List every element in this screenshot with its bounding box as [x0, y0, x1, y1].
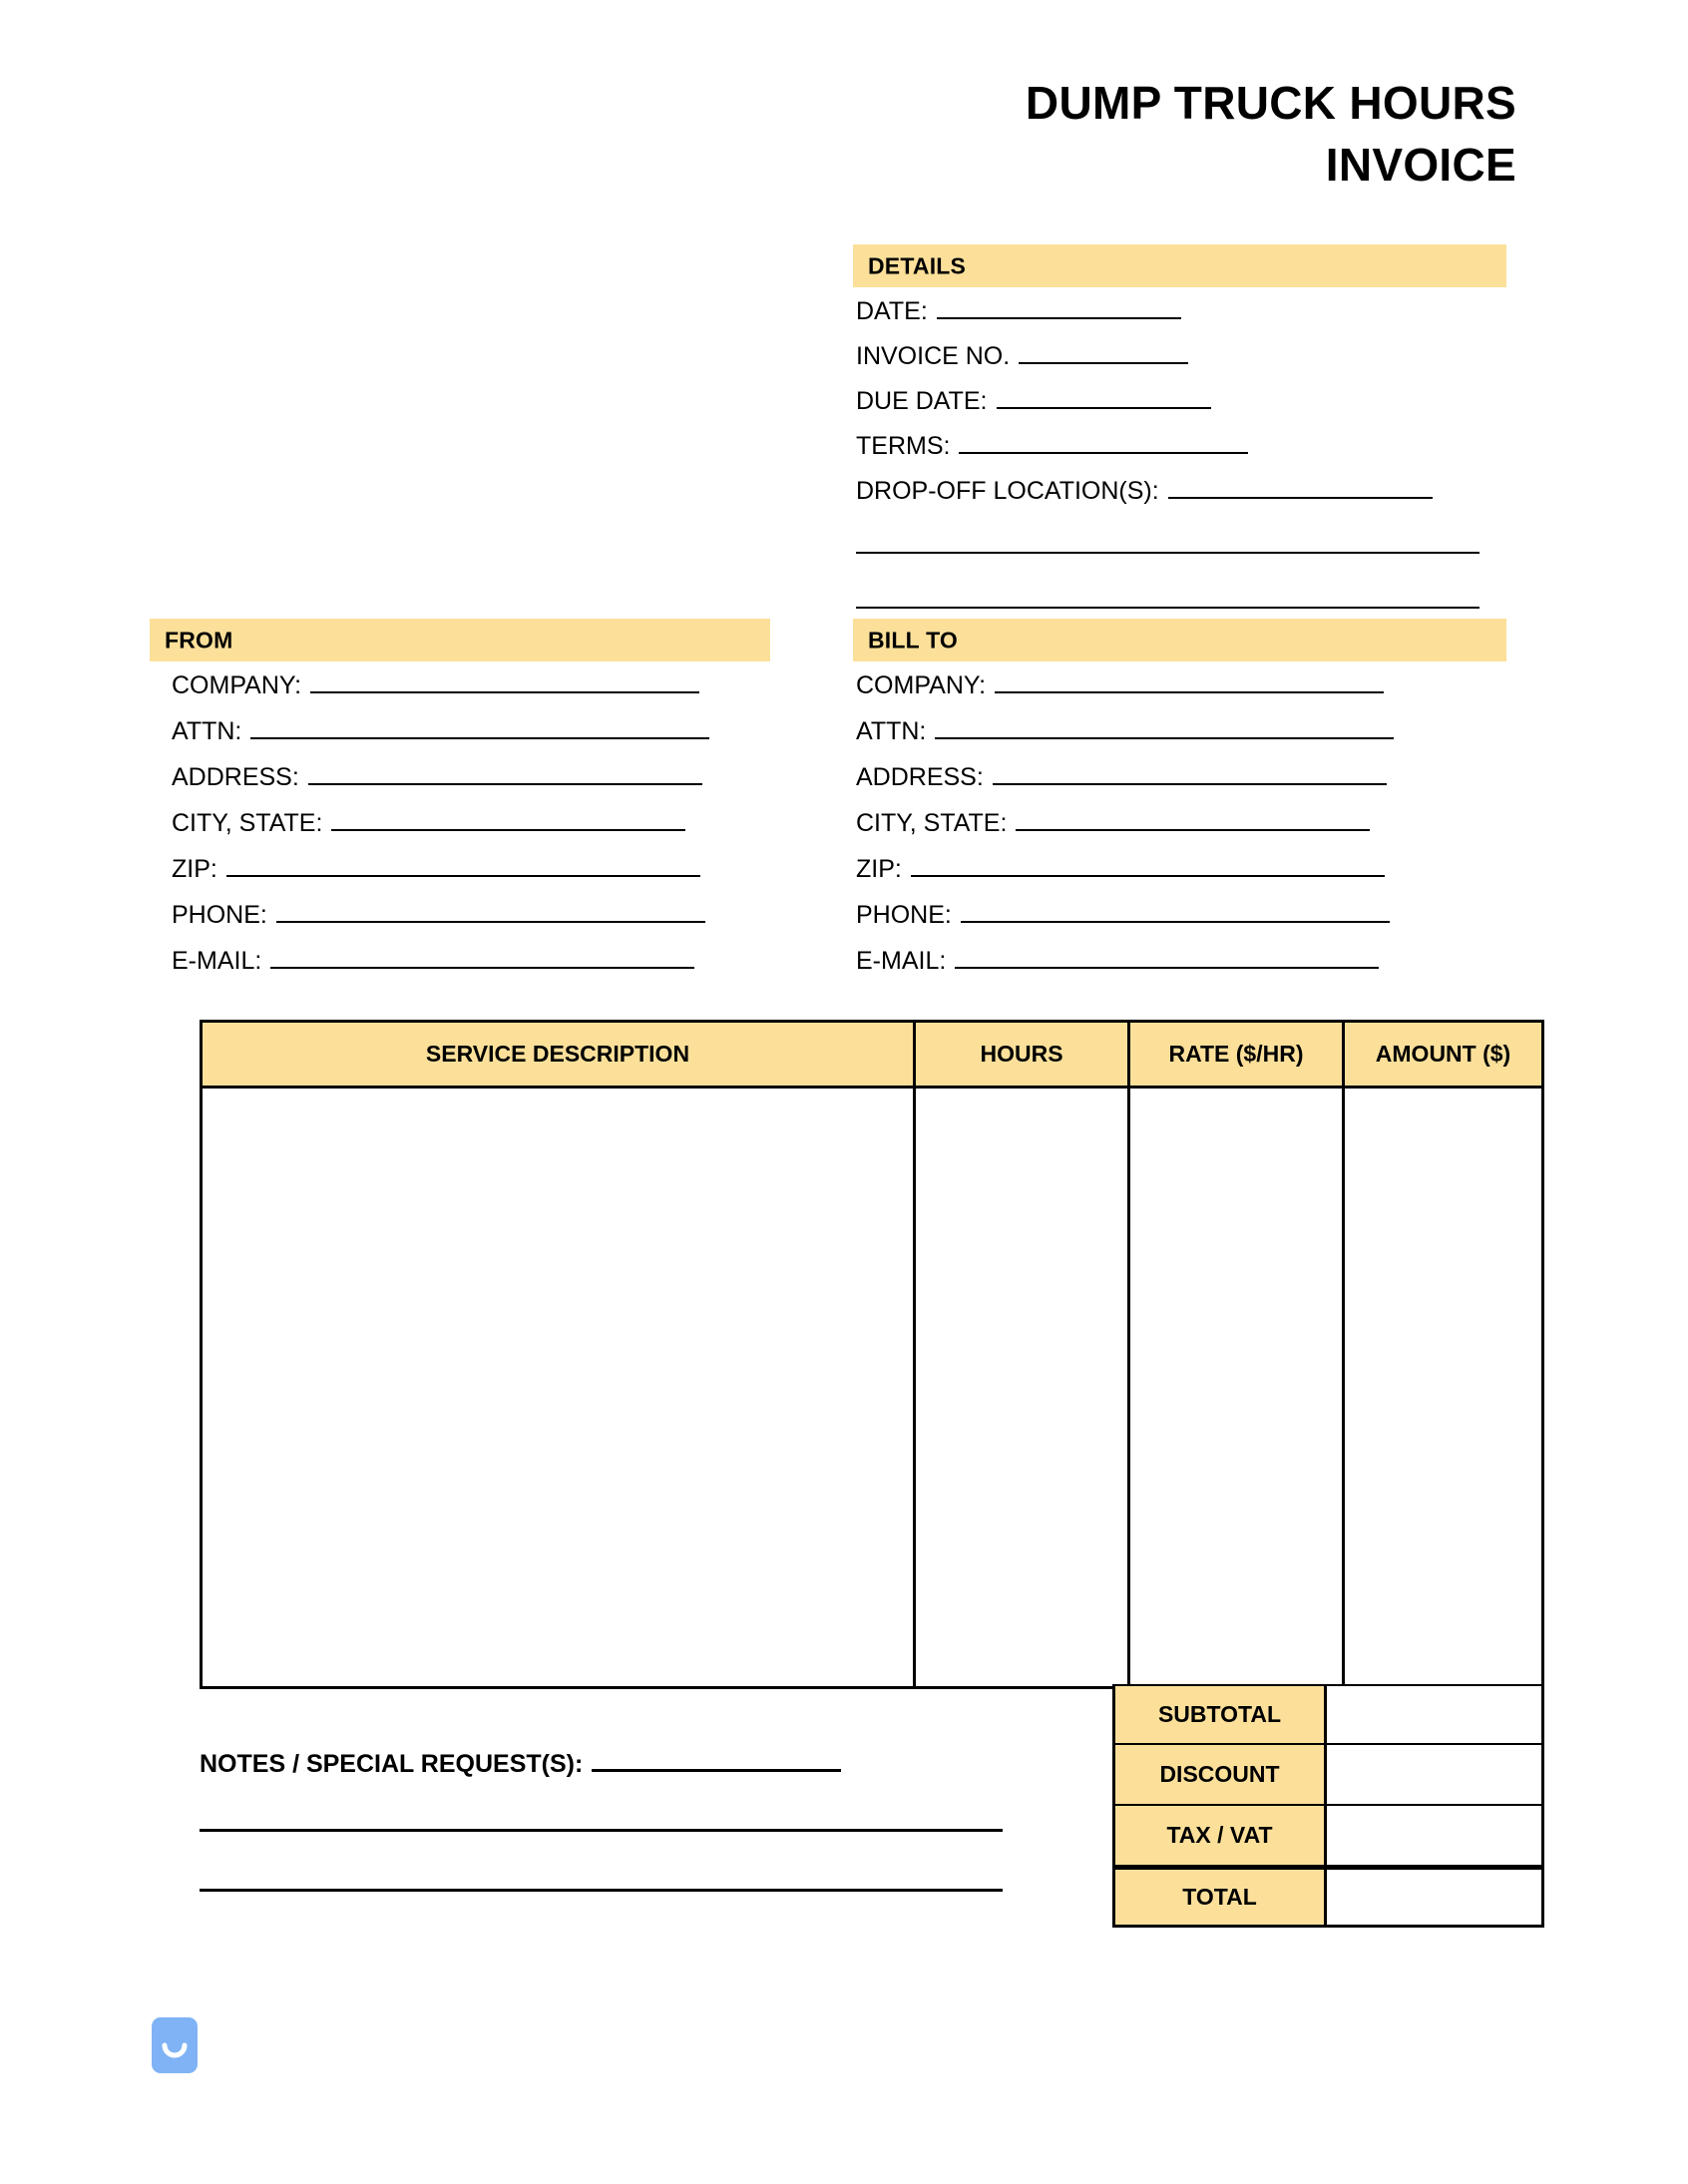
bill-to-field-company-label: COMPANY: [856, 671, 987, 699]
totals-label-discount: DISCOUNT [1112, 1745, 1327, 1806]
details-field-terms-label: TERMS: [856, 432, 951, 460]
details-field-dropoff[interactable] [856, 476, 1433, 505]
totals-label-total: TOTAL [1112, 1867, 1327, 1928]
service-table-col-rate: RATE ($/HR) [1130, 1023, 1345, 1086]
from-field-phone-label: PHONE: [172, 901, 267, 929]
service-table-col-amount: AMOUNT ($) [1375, 1041, 1511, 1067]
bill-to-field-zip-input[interactable] [911, 854, 1385, 877]
details-section-header [853, 244, 1506, 287]
details-field-invoice-no-input[interactable] [1019, 341, 1188, 364]
service-table-cell-rate[interactable] [1130, 1089, 1345, 1686]
details-field-due-date[interactable] [856, 386, 1211, 415]
from-field-company-label: COMPANY: [172, 671, 302, 699]
details-field-date-input[interactable] [937, 296, 1181, 319]
service-table-col-description: SERVICE DESCRIPTION [203, 1023, 916, 1086]
totals-value-total[interactable] [1327, 1867, 1544, 1928]
details-field-dropoff-input[interactable] [1168, 476, 1433, 499]
details-dropoff-continuation-line-2[interactable] [856, 607, 1479, 609]
service-table-cell-amount[interactable] [1345, 1089, 1541, 1686]
from-field-company[interactable] [172, 670, 699, 699]
totals-value-discount[interactable] [1327, 1745, 1544, 1806]
details-field-terms-input[interactable] [959, 431, 1248, 454]
service-table-body [203, 1089, 1541, 1686]
from-field-email[interactable] [172, 946, 694, 975]
totals-block [1112, 1684, 1544, 1928]
smile-logo-icon [152, 2017, 198, 2073]
bill-to-field-phone-input[interactable] [961, 900, 1390, 923]
bill-to-field-email-label: E-MAIL: [856, 947, 947, 975]
details-field-terms[interactable] [856, 431, 1248, 460]
from-field-zip[interactable] [172, 854, 700, 883]
notes-input[interactable] [592, 1748, 841, 1772]
service-table-cell-hours[interactable] [916, 1089, 1130, 1686]
totals-value-tax-vat[interactable] [1327, 1806, 1544, 1867]
totals-label-tax-vat: TAX / VAT [1112, 1806, 1327, 1867]
from-field-zip-input[interactable] [226, 854, 700, 877]
service-table-col-hours: HOURS [916, 1023, 1130, 1086]
from-field-email-input[interactable] [270, 946, 694, 969]
notes-continuation-line-1[interactable] [200, 1829, 1003, 1832]
notes-label: NOTES / SPECIAL REQUEST(S): [200, 1750, 584, 1778]
from-field-city-state-input[interactable] [331, 808, 685, 831]
bill-to-field-phone-label: PHONE: [856, 901, 952, 929]
totals-label-subtotal: SUBTOTAL [1112, 1684, 1327, 1745]
bill-to-field-address-input[interactable] [993, 762, 1387, 785]
bill-to-field-city-state-input[interactable] [1016, 808, 1370, 831]
notes-continuation-line-2[interactable] [200, 1889, 1003, 1892]
from-field-attn-input[interactable] [250, 716, 709, 739]
bill-to-field-city-state[interactable] [856, 808, 1370, 837]
from-field-email-label: E-MAIL: [172, 947, 262, 975]
from-field-address-input[interactable] [308, 762, 702, 785]
bill-to-field-city-state-label: CITY, STATE: [856, 809, 1008, 837]
details-field-due-date-input[interactable] [997, 386, 1211, 409]
service-table [200, 1020, 1544, 1689]
bill-to-field-attn[interactable] [856, 716, 1394, 745]
from-field-phone[interactable] [172, 900, 705, 929]
details-field-invoice-no-label: INVOICE NO. [856, 342, 1011, 370]
totals-row-subtotal [1112, 1684, 1544, 1745]
bill-to-field-email[interactable] [856, 946, 1379, 975]
from-section-header [150, 619, 770, 661]
from-field-address[interactable] [172, 762, 702, 791]
page-title [698, 72, 1516, 196]
totals-row-total [1112, 1867, 1544, 1928]
bill-to-field-address-label: ADDRESS: [856, 763, 984, 791]
bill-to-field-attn-label: ATTN: [856, 717, 927, 745]
details-dropoff-continuation-line-1[interactable] [856, 552, 1479, 554]
bill-to-heading: BILL TO [868, 627, 958, 653]
from-field-phone-input[interactable] [276, 900, 705, 923]
from-field-city-state[interactable] [172, 808, 685, 837]
details-field-dropoff-label: DROP-OFF LOCATION(S): [856, 477, 1159, 505]
totals-value-subtotal[interactable] [1327, 1684, 1544, 1745]
title-line-1: DUMP TRUCK HOURS [1025, 77, 1516, 129]
service-table-cell-description[interactable] [203, 1089, 916, 1686]
details-field-date-label: DATE: [856, 297, 928, 325]
bill-to-field-company-input[interactable] [995, 670, 1384, 693]
from-field-city-state-label: CITY, STATE: [172, 809, 323, 837]
from-field-address-label: ADDRESS: [172, 763, 299, 791]
notes-field[interactable] [200, 1748, 841, 1779]
bill-to-field-email-input[interactable] [955, 946, 1379, 969]
totals-row-tax-vat [1112, 1806, 1544, 1867]
from-field-zip-label: ZIP: [172, 855, 217, 883]
from-field-company-input[interactable] [310, 670, 699, 693]
bill-to-field-attn-input[interactable] [935, 716, 1394, 739]
from-field-attn[interactable] [172, 716, 709, 745]
bill-to-field-phone[interactable] [856, 900, 1390, 929]
title-line-2: INVOICE [1325, 139, 1516, 191]
bill-to-field-zip[interactable] [856, 854, 1385, 883]
service-table-header-row [203, 1023, 1541, 1089]
from-heading: FROM [165, 627, 233, 653]
bill-to-section-header [853, 619, 1506, 661]
details-heading: DETAILS [868, 252, 967, 278]
bill-to-field-company[interactable] [856, 670, 1384, 699]
bill-to-field-address[interactable] [856, 762, 1387, 791]
details-field-due-date-label: DUE DATE: [856, 387, 988, 415]
from-field-attn-label: ATTN: [172, 717, 242, 745]
totals-row-discount [1112, 1745, 1544, 1806]
details-field-invoice-no[interactable] [856, 341, 1188, 370]
details-field-date[interactable] [856, 296, 1181, 325]
bill-to-field-zip-label: ZIP: [856, 855, 902, 883]
